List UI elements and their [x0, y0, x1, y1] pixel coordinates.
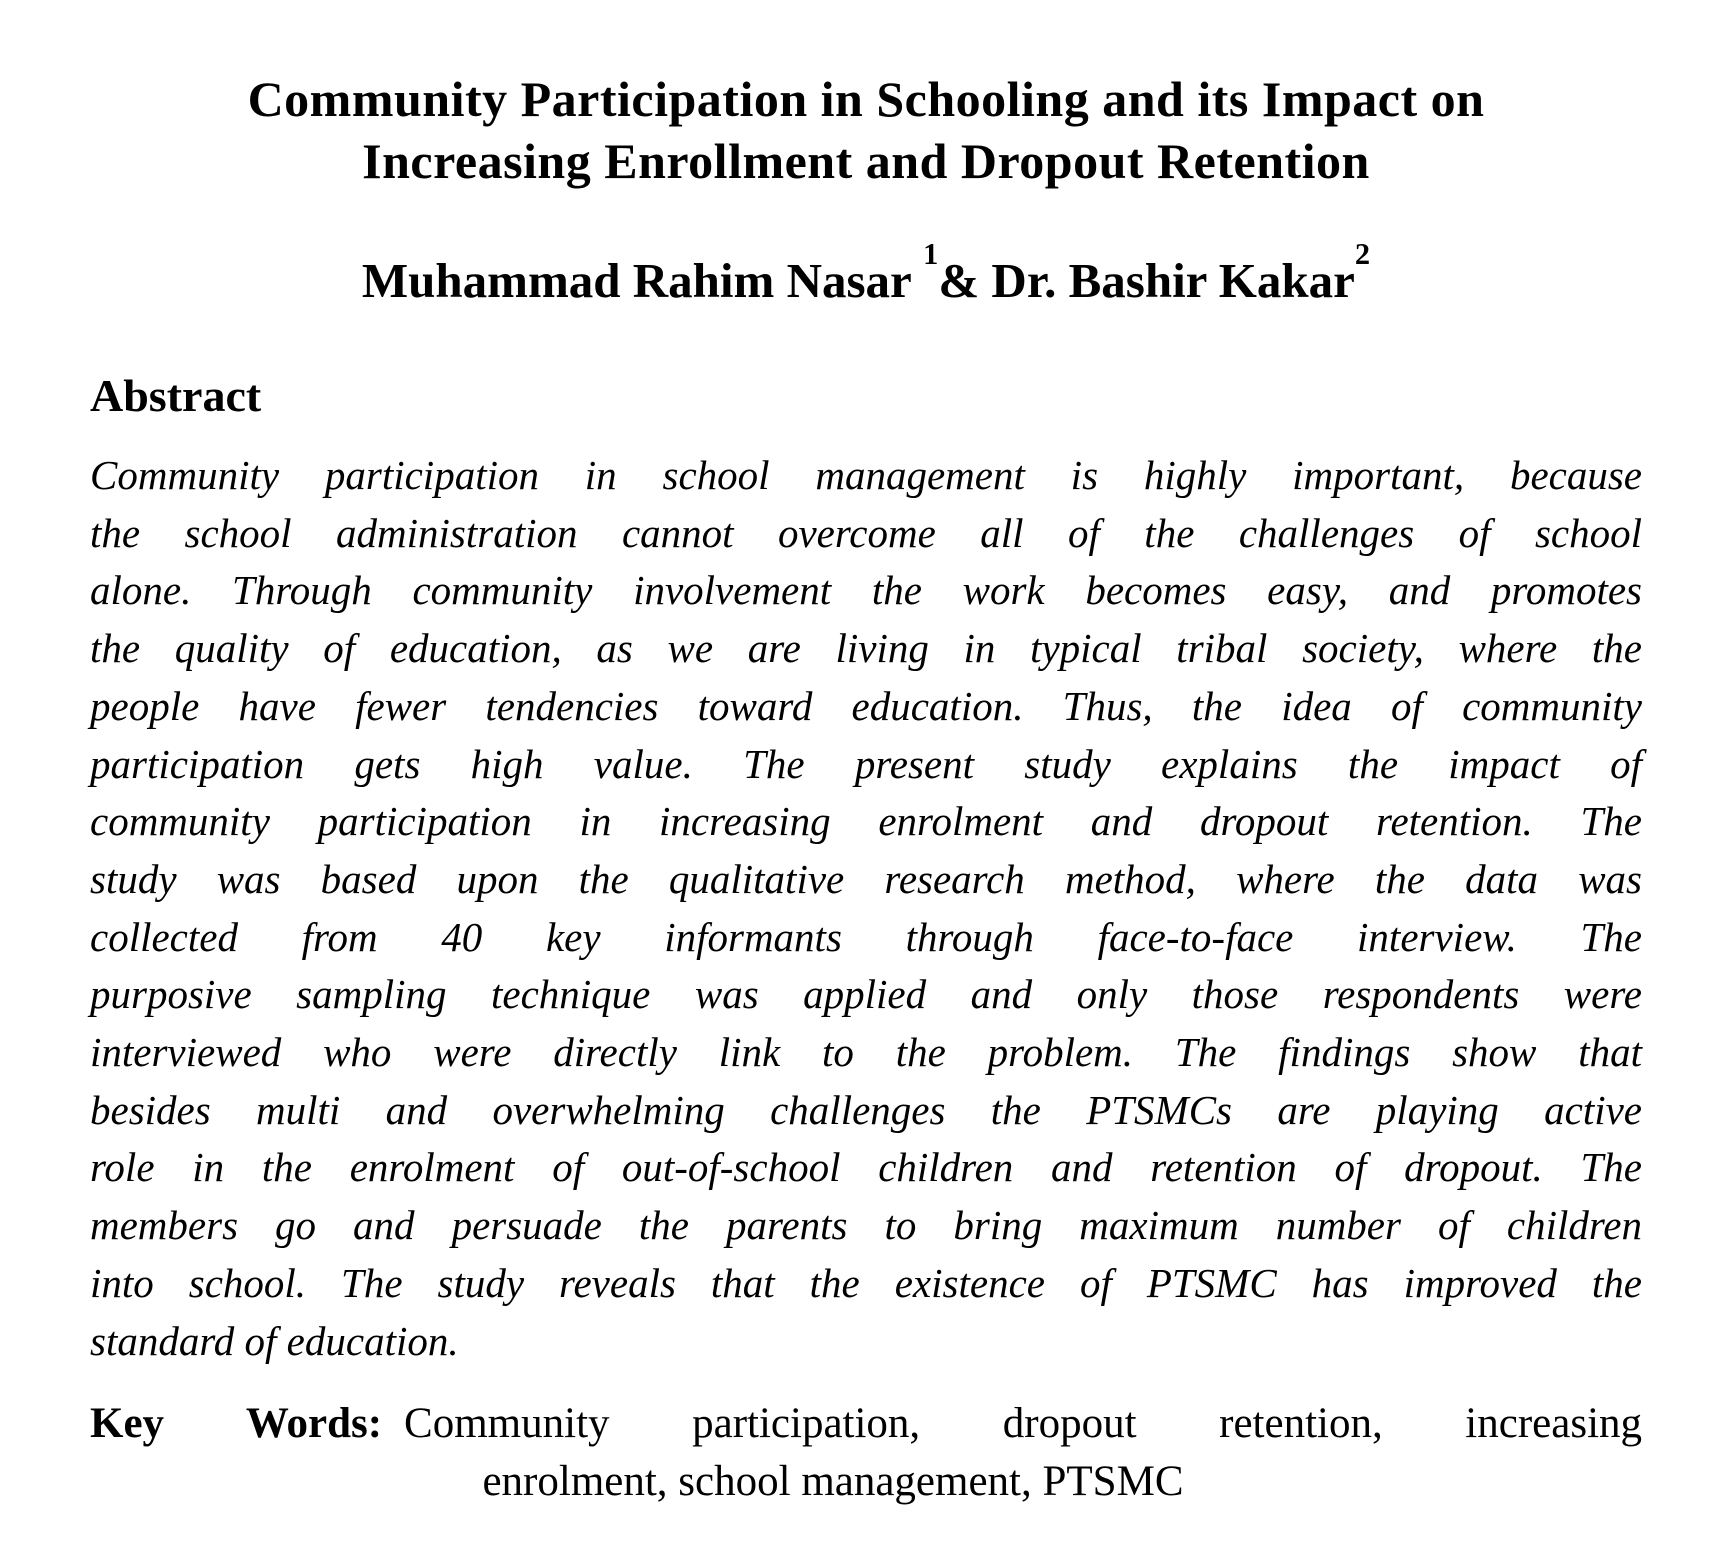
author-affiliation-mark-1: 1 — [923, 236, 939, 271]
keywords-text-line-2: enrolment, school management, PTSMC — [482, 1458, 1184, 1505]
keywords-label: Key Words: — [90, 1400, 383, 1447]
author-name-2: & Dr. Bashir Kakar — [938, 253, 1355, 308]
page-title-line-2: Increasing Enrollment and Dropout Retention — [362, 133, 1370, 189]
abstract-line: people have fewer tendencies toward education. Thus, the idea of community — [90, 682, 1642, 729]
abstract-line: community participation in increasing enrolment and dropout retention. The — [90, 798, 1642, 845]
abstract-line: collected from 40 key informants through face-to-face interview. The — [90, 913, 1642, 960]
abstract-line: purposive sampling technique was applied and only those respondents were — [90, 971, 1642, 1018]
abstract-line: alone. Through community involvement the work becomes easy, and promotes — [90, 567, 1642, 614]
keywords-text-line-1: Community participation, dropout retention, increasing — [404, 1400, 1643, 1447]
abstract-paragraph — [90, 447, 1642, 1370]
abstract-line: Community participation in school management is highly important, because — [90, 452, 1642, 498]
author-name-1: Muhammad Rahim Nasar — [361, 253, 924, 308]
abstract-line: into school. The study reveals that the existence of PTSMC has improved the — [90, 1259, 1642, 1306]
authors-line — [90, 236, 1642, 311]
abstract-line: members go and persuade the parents to bring maximum number of children — [90, 1202, 1642, 1249]
abstract-line: the quality of education, as we are living in typical tribal society, where the — [90, 625, 1642, 672]
keywords-line — [90, 1395, 1642, 1453]
abstract-line: study was based upon the qualitative research method, where the data was — [90, 855, 1642, 902]
abstract-line: standard of education. — [90, 1317, 459, 1364]
abstract-heading: Abstract — [90, 370, 262, 421]
abstract-line: role in the enrolment of out-of-school children and retention of dropout. The — [90, 1144, 1642, 1191]
page-title-line-1: Community Participation in Schooling and its Impact on — [247, 71, 1485, 127]
abstract-line: the school administration cannot overcome all of the challenges of school — [90, 509, 1642, 556]
abstract-line: participation gets high value. The present study explains the impact of — [90, 740, 1642, 787]
abstract-line: interviewed who were directly link to the problem. The findings show that — [90, 1029, 1642, 1076]
abstract-line: besides multi and overwhelming challenges the PTSMCs are playing active — [90, 1086, 1642, 1133]
author-affiliation-mark-2: 2 — [1354, 236, 1371, 271]
page-title — [90, 68, 1642, 192]
